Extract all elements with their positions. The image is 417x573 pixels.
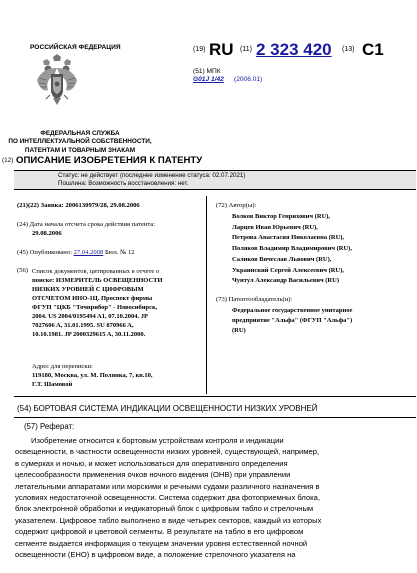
authors-list [232,212,352,287]
patent-number-link[interactable]: 2 323 420 [256,40,332,59]
author-item: Волков Виктор Генрихович (RU), [232,213,331,220]
owner-line: предприятие "Альфа" (ФГУП "Альфа") [232,317,353,324]
cited-line: 2004. US 2004/0195494 A1, 07.10.2004. JP [32,313,148,320]
country-code: RU [209,40,234,59]
term-code: (24) [17,221,28,228]
abstract-heading: (57) Реферат: [24,422,75,431]
code-19: (19) [193,46,206,53]
biblio-divider [14,396,416,397]
abstract-line: летательными аппаратами или морскими и речными судами различного назначения в [15,481,320,491]
cited-line: ОТСЧЕТОМ ИНО-1Ц. Проспект фирмы [32,295,153,302]
owner-line: (RU) [232,327,246,334]
abstract-line: условиях недостаточной освещенности. Система содержит два фотоприемных блока, [15,493,320,503]
owner-block [232,306,352,336]
authors-label: (72) Автор(ы): [216,202,257,209]
cited-line: ФГУП "ЦКБ "Точприбор" - Новосибирск, [32,304,158,311]
pub-label: Опубликовано: [29,249,72,256]
abstract-body [15,435,415,560]
abstract-line: Изобретение относится к бортовым устройствам контроля и индикации [31,436,284,445]
invention-title-text: БОРТОВАЯ СИСТЕМА ИНДИКАЦИИ ОСВЕЩЕННОСТИ НИЗКИХ УРОВНЕЙ [33,404,318,413]
cited-line: НИЗКИХ УРОВНЕЙ С ЦИФРОВЫМ [32,286,144,293]
abstract-line: блок электронной обработки и индикаторный блок с цифровым табло и стрелочным [15,504,314,514]
abstract-line: сегменте выдается информация о текущем значении уровня естественной ночной [15,538,308,548]
term-date: 29.08.2006 [32,230,62,237]
address-label: Адрес для переписки: [32,363,93,370]
agency-line-2: ПО ИНТЕЛЛЕКТУАЛЬНОЙ СОБСТВЕННОСТИ, [8,138,152,146]
publication-field [17,249,135,257]
abstract-line: освещенности (ЕНО) в цифровом виде, а положение стрелочного указателя на [15,550,296,560]
abstract-line: целесообразности применения очков ночного видения (ОНВ) при управлении [15,470,291,480]
author-item: Петрова Анастасия Николаевна (RU), [232,234,345,242]
abstract-line: указателем. Цифровое табло выполнено в виде четырех секторов, каждый из которых [15,515,322,525]
agency-block [0,130,160,155]
pub-date-link[interactable]: 27.04.2008 [73,249,104,256]
docs-code: (56) [17,267,28,274]
status-divider-bottom [14,189,416,190]
term-label: Дата начала отсчета срока действия патента: [29,221,156,228]
code-11: (11) [240,46,252,53]
author-item: Чунтул Александр Васильевич (RU) [232,277,339,285]
author-item: Саликов Вячеслав Львович (RU), [232,255,332,263]
status-line-2: Пошлина: Возможность восстановления: нет. [58,180,189,187]
agency-line-3: ПАТЕНТАМ И ТОВАРНЫМ ЗНАКАМ [24,146,136,154]
column-divider [206,196,207,394]
invention-title [17,404,317,413]
status-line-1: Статус: не действует (последнее изменение статуса: 02.07.2021) [58,172,246,179]
doc-title-code: (12) [2,157,14,164]
address-line: 119180, Москва, ул. М. Полянка, 7, кв.10, [32,372,153,379]
cited-line: 10.10.1981. JP 2000329615 A, 30.11.2000. [32,331,146,338]
cited-line: Список документов, цитированных в отчете о [32,268,160,275]
abstract-line: в сумерках и ночью, и может использоваться для оперативного определения [15,458,288,468]
author-item: Украинский Сергей Алексеевич (RU), [232,266,344,274]
code-13: (13) [342,46,355,53]
title-divider [14,417,416,418]
doc-title: ОПИСАНИЕ ИЗОБРЕТЕНИЯ К ПАТЕНТУ [16,155,203,166]
emblem-icon [36,54,78,106]
application-field [17,202,140,210]
cited-line: 7027606 A, 31.01.1995. SU 870966 A, [32,322,134,329]
author-item: Поляков Владимир Владимирович (RU), [232,245,352,253]
ipc-class-link[interactable]: G01J 1/42 [193,76,224,83]
application-text: (21)(22) Заявка: 2006130979/28, 29.08.2006 [17,202,140,209]
status-divider-top [14,170,416,171]
owner-line: Федеральное государственное унитарное [232,307,353,314]
pub-code: (45) [17,249,28,256]
federation-label: РОССИЙСКАЯ ФЕДЕРАЦИЯ [30,44,121,51]
ipc-date: (2006.01) [234,76,263,83]
ipc-label: (51) МПК [193,68,221,75]
term-field [17,221,155,229]
pub-bulletin: Бюл. № 12 [104,249,135,256]
cited-docs [32,267,163,339]
author-item: Ларцев Иван Юрьевич (RU), [232,223,318,231]
invention-code: (54) [17,404,32,413]
abstract-line: освещенности, в частности освещенности низких уровней, существующей, например, [15,447,320,457]
abstract-line: содержит цифровой и цветовой сегменты. В результате на табло в его цифровом [15,527,304,537]
agency-line-1: ФЕДЕРАЛЬНАЯ СЛУЖБА [40,130,120,137]
address-block [32,362,152,389]
cited-line: поиске: ИЗМЕРИТЕЛЬ ОСВЕЩЕННОСТИ [32,277,163,284]
address-line: Г.Т. Шамовой [32,381,73,388]
kind-code: C1 [362,40,384,59]
owner-label: (73) Патентообладатель(и): [216,296,293,303]
